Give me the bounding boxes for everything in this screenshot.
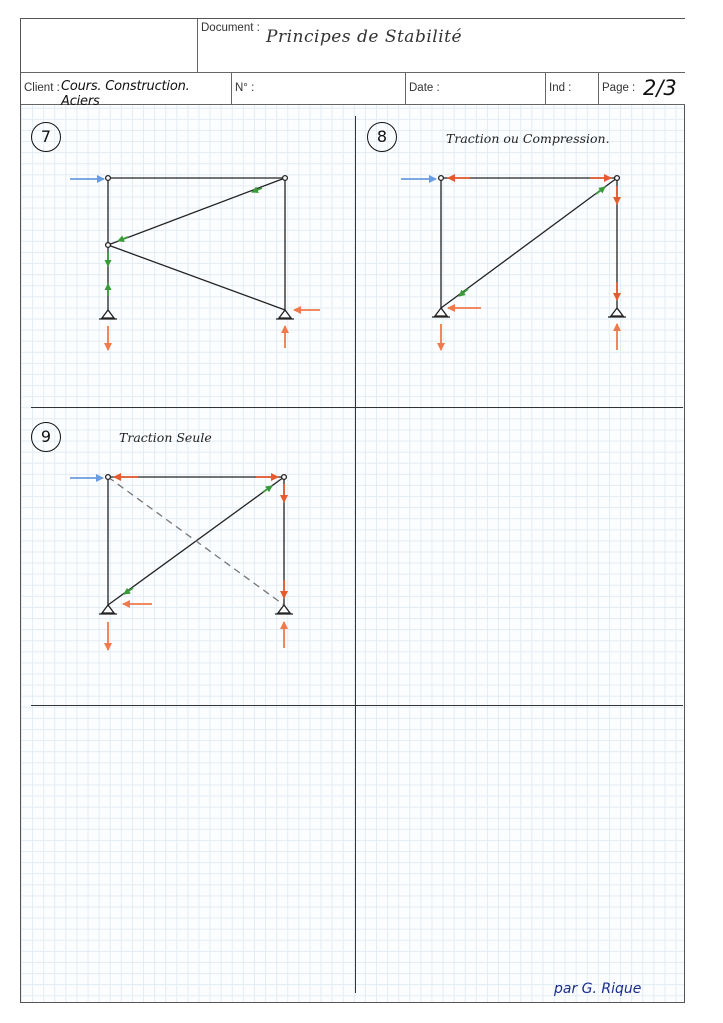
date-label: Date : bbox=[409, 82, 440, 94]
panel-divider-horizontal-2 bbox=[31, 705, 683, 706]
panel-8-caption: Traction ou Compression. bbox=[446, 131, 610, 146]
client-value: Cours. Construction. Aciers bbox=[61, 79, 190, 109]
document-label: Document : bbox=[201, 22, 260, 34]
grid-sheet bbox=[20, 18, 685, 1003]
panel-7-number: 7 bbox=[31, 122, 61, 152]
panel-9-number: 9 bbox=[31, 422, 61, 452]
ind-label: Ind : bbox=[549, 82, 572, 94]
page-label: Page : bbox=[602, 82, 636, 94]
client-label: Client : bbox=[24, 82, 60, 94]
author-signature: par G. Rique bbox=[554, 981, 642, 997]
number-cell bbox=[232, 73, 406, 105]
page-value: 2/3 bbox=[643, 76, 677, 100]
panel-divider-horizontal-1 bbox=[31, 407, 683, 408]
document-cell bbox=[198, 19, 685, 73]
panel-divider-vertical bbox=[355, 116, 356, 993]
number-label: N° : bbox=[235, 82, 255, 94]
page-cell bbox=[599, 73, 685, 105]
date-cell bbox=[406, 73, 546, 105]
header-empty-cell bbox=[21, 19, 198, 73]
document-value: Principes de Stabilité bbox=[266, 27, 463, 47]
ind-cell bbox=[546, 73, 599, 105]
panel-8-number: 8 bbox=[367, 122, 397, 152]
client-cell bbox=[21, 73, 232, 109]
panel-9-caption: Traction Seule bbox=[119, 430, 212, 445]
